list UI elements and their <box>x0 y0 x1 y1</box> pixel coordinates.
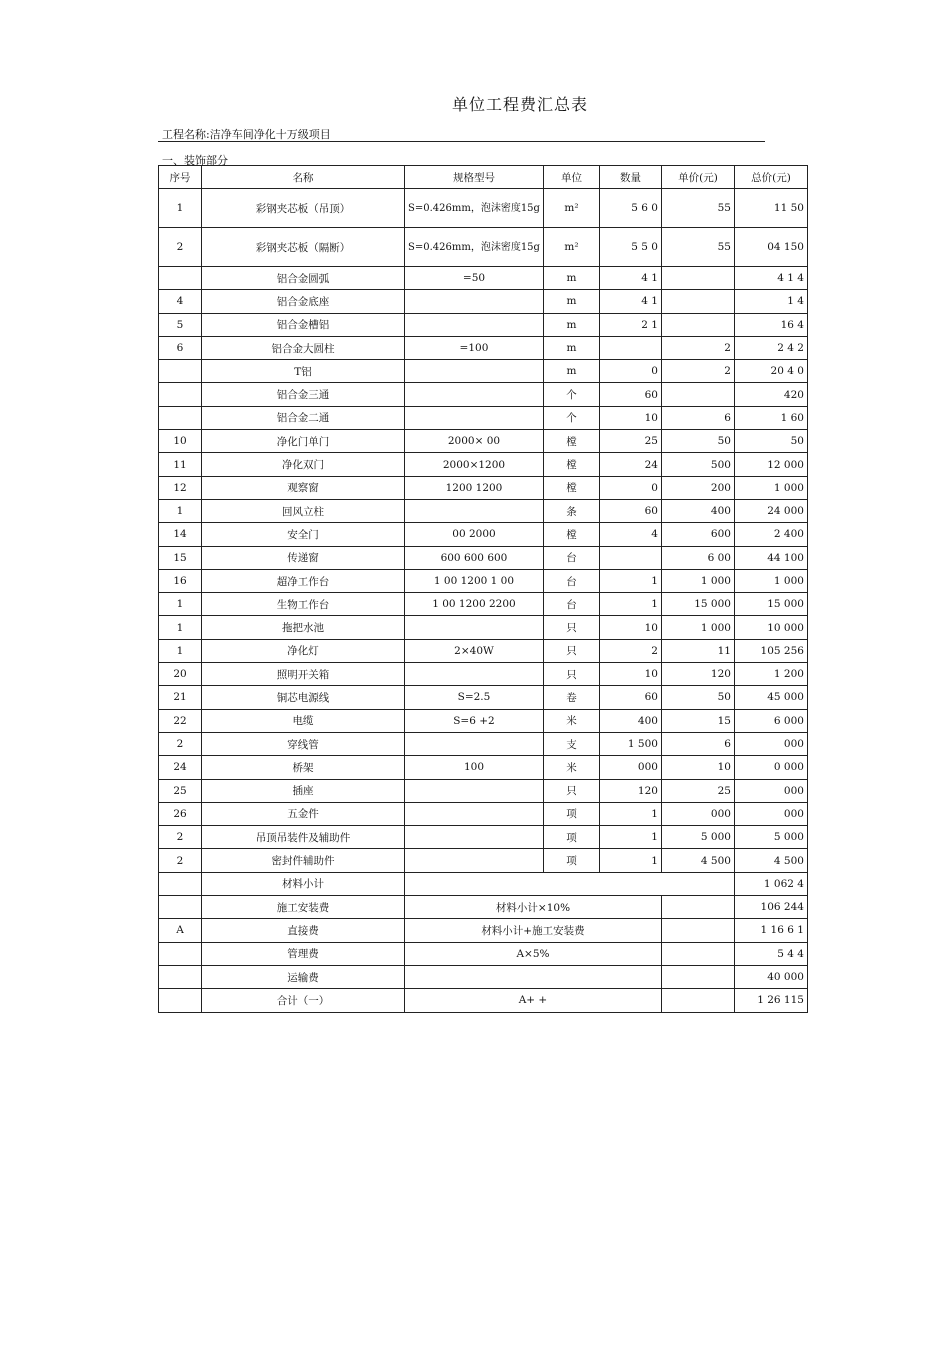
cell-name: 生物工作台 <box>202 593 405 616</box>
cell-qty: 1 <box>599 849 661 872</box>
cell-spec <box>405 313 544 336</box>
cell-spec: =50 <box>405 267 544 290</box>
table-body <box>159 189 808 873</box>
cell-name: 彩钢夹芯板（吊顶） <box>202 189 405 228</box>
top-rule <box>158 141 765 142</box>
table-row <box>159 756 808 779</box>
cell-price: 2 <box>661 360 734 383</box>
cell-unit: 只 <box>543 639 599 662</box>
table-row <box>159 639 808 662</box>
cell-qty: 5 6 0 <box>599 189 661 228</box>
cell-total: 16 4 <box>734 313 807 336</box>
cell-unit: 台 <box>543 546 599 569</box>
cell-price: 600 <box>661 523 734 546</box>
summary-name: 合计（一） <box>202 989 405 1012</box>
cell-total: 1 60 <box>734 406 807 429</box>
table-row <box>159 779 808 802</box>
cell-total: 4 1 4 <box>734 267 807 290</box>
cell-no: 16 <box>159 569 202 592</box>
cell-qty: 25 <box>599 430 661 453</box>
cell-no: 14 <box>159 523 202 546</box>
summary-name: 管理费 <box>202 942 405 965</box>
table-row <box>159 228 808 267</box>
cell-unit: m <box>543 290 599 313</box>
cell-price: 6 <box>661 732 734 755</box>
cell-unit: 卷 <box>543 686 599 709</box>
summary-empty-cell <box>661 965 734 988</box>
cell-name: 铝合金底座 <box>202 290 405 313</box>
cell-qty: 4 1 <box>599 290 661 313</box>
cell-qty: 5 5 0 <box>599 228 661 267</box>
summary-row <box>159 872 808 895</box>
cell-spec: S=6 +2 <box>405 709 544 732</box>
cell-price <box>661 383 734 406</box>
cell-spec: S=0.426mm，泡沫密度15g <box>405 189 544 228</box>
table-row <box>159 616 808 639</box>
cell-price: 000 <box>661 802 734 825</box>
cell-name: 穿线管 <box>202 732 405 755</box>
header-price: 单价(元) <box>661 166 734 189</box>
cell-qty: 10 <box>599 663 661 686</box>
cell-name: 铝合金槽铝 <box>202 313 405 336</box>
cell-no <box>159 267 202 290</box>
table-row <box>159 686 808 709</box>
cell-price: 400 <box>661 499 734 522</box>
header-no: 序号 <box>159 166 202 189</box>
table-row <box>159 826 808 849</box>
section-title: 一、装饰部分 <box>162 154 228 167</box>
cell-no: 1 <box>159 593 202 616</box>
summary-row <box>159 919 808 942</box>
table-row <box>159 313 808 336</box>
cell-price <box>661 290 734 313</box>
cell-unit: m <box>543 267 599 290</box>
table-row <box>159 802 808 825</box>
summary-empty-cell <box>661 989 734 1012</box>
cell-no: 1 <box>159 616 202 639</box>
table-row <box>159 336 808 359</box>
cell-no: 25 <box>159 779 202 802</box>
cell-name: 观察窗 <box>202 476 405 499</box>
cell-no: 11 <box>159 453 202 476</box>
cell-no: 1 <box>159 639 202 662</box>
cell-spec: 600 600 600 <box>405 546 544 569</box>
cell-no: 6 <box>159 336 202 359</box>
cell-total: 000 <box>734 732 807 755</box>
cell-name: 传递窗 <box>202 546 405 569</box>
cell-spec <box>405 383 544 406</box>
cell-total: 11 50 <box>734 189 807 228</box>
table-row <box>159 499 808 522</box>
cell-name: 铜芯电源线 <box>202 686 405 709</box>
cell-price: 50 <box>661 430 734 453</box>
cell-unit: 台 <box>543 569 599 592</box>
cell-spec <box>405 732 544 755</box>
cell-price: 4 500 <box>661 849 734 872</box>
cell-price: 15 <box>661 709 734 732</box>
cell-name: 铝合金三通 <box>202 383 405 406</box>
header-qty: 数量 <box>599 166 661 189</box>
table-row <box>159 709 808 732</box>
cell-total: 420 <box>734 383 807 406</box>
cell-qty: 1 <box>599 826 661 849</box>
summary-formula: 材料小计×10% <box>405 896 662 919</box>
cell-qty: 000 <box>599 756 661 779</box>
cell-total: 50 <box>734 430 807 453</box>
summary-name: 材料小计 <box>202 872 405 895</box>
cell-no: 20 <box>159 663 202 686</box>
cell-unit: 只 <box>543 616 599 639</box>
cell-qty: 60 <box>599 686 661 709</box>
cell-spec: 2000×1200 <box>405 453 544 476</box>
summary-no <box>159 942 202 965</box>
cell-qty: 1 500 <box>599 732 661 755</box>
cell-qty <box>599 546 661 569</box>
cell-total: 24 000 <box>734 499 807 522</box>
cell-no: 22 <box>159 709 202 732</box>
cell-name: 安全门 <box>202 523 405 546</box>
cell-qty: 400 <box>599 709 661 732</box>
cell-total: 1 200 <box>734 663 807 686</box>
cell-spec: S=2.5 <box>405 686 544 709</box>
cell-spec: =100 <box>405 336 544 359</box>
cell-qty: 2 <box>599 639 661 662</box>
table-row <box>159 523 808 546</box>
cell-price: 2 <box>661 336 734 359</box>
header-unit: 单位 <box>543 166 599 189</box>
cell-name: 净化灯 <box>202 639 405 662</box>
summary-empty-cell <box>661 942 734 965</box>
table-row <box>159 732 808 755</box>
cell-name: 插座 <box>202 779 405 802</box>
summary-row <box>159 942 808 965</box>
summary-no <box>159 965 202 988</box>
cell-qty: 120 <box>599 779 661 802</box>
cell-name: 净化门单门 <box>202 430 405 453</box>
cell-no: 1 <box>159 499 202 522</box>
cell-price: 50 <box>661 686 734 709</box>
cell-no: 1 <box>159 189 202 228</box>
summary-formula: A×5% <box>405 942 662 965</box>
cell-no <box>159 406 202 429</box>
cell-qty: 60 <box>599 383 661 406</box>
summary-row <box>159 896 808 919</box>
table-header-row <box>159 166 808 189</box>
cell-price: 120 <box>661 663 734 686</box>
cell-price: 25 <box>661 779 734 802</box>
table-row <box>159 593 808 616</box>
table-row <box>159 360 808 383</box>
cell-spec <box>405 849 544 872</box>
cell-unit: 个 <box>543 383 599 406</box>
cell-unit: m² <box>543 189 599 228</box>
table-row <box>159 476 808 499</box>
cell-total: 1 000 <box>734 476 807 499</box>
cell-name: 拖把水池 <box>202 616 405 639</box>
cell-price: 500 <box>661 453 734 476</box>
header-total: 总价(元) <box>734 166 807 189</box>
cell-qty: 1 <box>599 802 661 825</box>
summary-total: 40 000 <box>734 965 807 988</box>
cell-spec: 2000× 00 <box>405 430 544 453</box>
summary-formula <box>405 872 735 895</box>
cell-total: 0 000 <box>734 756 807 779</box>
cell-unit: m² <box>543 228 599 267</box>
summary-name: 运输费 <box>202 965 405 988</box>
header-name: 名称 <box>202 166 405 189</box>
summary-body <box>159 872 808 1012</box>
table-row <box>159 663 808 686</box>
cell-unit: 樘 <box>543 453 599 476</box>
cell-total: 12 000 <box>734 453 807 476</box>
cell-qty: 24 <box>599 453 661 476</box>
cell-no: 15 <box>159 546 202 569</box>
summary-no <box>159 872 202 895</box>
cell-qty: 4 1 <box>599 267 661 290</box>
summary-total: 5 4 4 <box>734 942 807 965</box>
cell-qty: 4 <box>599 523 661 546</box>
cell-unit: m <box>543 360 599 383</box>
table-row <box>159 453 808 476</box>
cell-no: 2 <box>159 826 202 849</box>
header-spec: 规格型号 <box>405 166 544 189</box>
cell-name: 回风立柱 <box>202 499 405 522</box>
cell-no: 24 <box>159 756 202 779</box>
cell-no: 2 <box>159 849 202 872</box>
cell-unit: 米 <box>543 709 599 732</box>
table-row <box>159 430 808 453</box>
cell-no: 4 <box>159 290 202 313</box>
summary-formula: 材料小计+施工安装费 <box>405 919 662 942</box>
summary-name: 施工安装费 <box>202 896 405 919</box>
summary-empty-cell <box>661 919 734 942</box>
summary-no: A <box>159 919 202 942</box>
cell-spec: 00 2000 <box>405 523 544 546</box>
cell-no: 5 <box>159 313 202 336</box>
summary-name: 直接费 <box>202 919 405 942</box>
cell-price: 1 000 <box>661 616 734 639</box>
cell-total: 1 4 <box>734 290 807 313</box>
cell-no: 2 <box>159 228 202 267</box>
table-row <box>159 189 808 228</box>
cell-unit: 台 <box>543 593 599 616</box>
cell-qty: 2 1 <box>599 313 661 336</box>
cell-total: 2 4 2 <box>734 336 807 359</box>
cell-total: 20 4 0 <box>734 360 807 383</box>
cell-spec: 100 <box>405 756 544 779</box>
table-row <box>159 406 808 429</box>
cell-name: 五金件 <box>202 802 405 825</box>
cell-name: 桥架 <box>202 756 405 779</box>
cell-unit: 条 <box>543 499 599 522</box>
cell-price: 15 000 <box>661 593 734 616</box>
cell-total: 45 000 <box>734 686 807 709</box>
cell-spec <box>405 360 544 383</box>
cell-name: 电缆 <box>202 709 405 732</box>
cell-no: 10 <box>159 430 202 453</box>
cell-total: 4 500 <box>734 849 807 872</box>
cell-name: 净化双门 <box>202 453 405 476</box>
cell-name: 吊顶吊装件及辅助件 <box>202 826 405 849</box>
cell-price: 55 <box>661 228 734 267</box>
cell-name: 铝合金二通 <box>202 406 405 429</box>
cell-unit: 支 <box>543 732 599 755</box>
cell-qty: 1 <box>599 593 661 616</box>
table-row <box>159 267 808 290</box>
cell-no: 12 <box>159 476 202 499</box>
cell-spec <box>405 802 544 825</box>
cell-price: 55 <box>661 189 734 228</box>
cell-name: 密封件辅助件 <box>202 849 405 872</box>
summary-formula: A+ + <box>405 989 662 1012</box>
summary-total: 106 244 <box>734 896 807 919</box>
cell-unit: 樘 <box>543 476 599 499</box>
cell-price: 10 <box>661 756 734 779</box>
summary-row <box>159 965 808 988</box>
cell-total: 04 150 <box>734 228 807 267</box>
cell-qty: 60 <box>599 499 661 522</box>
cell-unit: 樘 <box>543 523 599 546</box>
cell-qty <box>599 336 661 359</box>
cell-qty: 0 <box>599 360 661 383</box>
cell-spec <box>405 406 544 429</box>
cell-spec: 1200 1200 <box>405 476 544 499</box>
cell-no <box>159 383 202 406</box>
cell-qty: 0 <box>599 476 661 499</box>
cell-unit: m <box>543 336 599 359</box>
cost-summary-table <box>158 165 808 1013</box>
cell-total: 10 000 <box>734 616 807 639</box>
cell-total: 15 000 <box>734 593 807 616</box>
project-name: 工程名称:洁净车间净化十万级项目 <box>162 128 331 141</box>
cell-spec <box>405 663 544 686</box>
cell-total: 1 000 <box>734 569 807 592</box>
cell-spec <box>405 779 544 802</box>
cell-name: 彩钢夹芯板（隔断） <box>202 228 405 267</box>
cell-spec: 1 00 1200 1 00 <box>405 569 544 592</box>
cell-price: 6 <box>661 406 734 429</box>
cell-spec: 1 00 1200 2200 <box>405 593 544 616</box>
cell-name: 铝合金大圆柱 <box>202 336 405 359</box>
cell-unit: 樘 <box>543 430 599 453</box>
summary-no <box>159 896 202 919</box>
table-row <box>159 383 808 406</box>
summary-total: 1 26 115 <box>734 989 807 1012</box>
cell-total: 6 000 <box>734 709 807 732</box>
cell-total: 000 <box>734 779 807 802</box>
cell-spec <box>405 616 544 639</box>
cell-price: 200 <box>661 476 734 499</box>
cell-name: T铝 <box>202 360 405 383</box>
table-row <box>159 849 808 872</box>
cell-qty: 10 <box>599 406 661 429</box>
cell-price: 11 <box>661 639 734 662</box>
cell-unit: 只 <box>543 779 599 802</box>
cell-unit: 项 <box>543 802 599 825</box>
cell-total: 000 <box>734 802 807 825</box>
cell-spec: 2×40W <box>405 639 544 662</box>
summary-empty-cell <box>661 896 734 919</box>
table-row <box>159 290 808 313</box>
cell-unit: m <box>543 313 599 336</box>
cell-price: 6 00 <box>661 546 734 569</box>
cell-total: 2 400 <box>734 523 807 546</box>
cell-unit: 个 <box>543 406 599 429</box>
summary-no <box>159 989 202 1012</box>
cell-name: 铝合金圆弧 <box>202 267 405 290</box>
cell-name: 超净工作台 <box>202 569 405 592</box>
table-row <box>159 569 808 592</box>
summary-total: 1 062 4 <box>734 872 807 895</box>
cell-no: 2 <box>159 732 202 755</box>
cell-unit: 项 <box>543 849 599 872</box>
cell-total: 44 100 <box>734 546 807 569</box>
cell-unit: 只 <box>543 663 599 686</box>
summary-total: 1 16 6 1 <box>734 919 807 942</box>
cell-total: 105 256 <box>734 639 807 662</box>
table-row <box>159 546 808 569</box>
cell-name: 照明开关箱 <box>202 663 405 686</box>
cell-price: 5 000 <box>661 826 734 849</box>
cell-spec: S=0.426mm，泡沫密度15g <box>405 228 544 267</box>
summary-row <box>159 989 808 1012</box>
cell-unit: 米 <box>543 756 599 779</box>
cell-no: 21 <box>159 686 202 709</box>
cell-qty: 1 <box>599 569 661 592</box>
cell-price <box>661 267 734 290</box>
cell-price <box>661 313 734 336</box>
cell-qty: 10 <box>599 616 661 639</box>
cell-spec <box>405 826 544 849</box>
cell-total: 5 000 <box>734 826 807 849</box>
cell-no: 26 <box>159 802 202 825</box>
page-title: 单位工程费汇总表 <box>451 95 588 114</box>
cell-no <box>159 360 202 383</box>
cell-unit: 项 <box>543 826 599 849</box>
summary-formula <box>405 965 662 988</box>
cell-spec <box>405 499 544 522</box>
cell-spec <box>405 290 544 313</box>
cell-price: 1 000 <box>661 569 734 592</box>
